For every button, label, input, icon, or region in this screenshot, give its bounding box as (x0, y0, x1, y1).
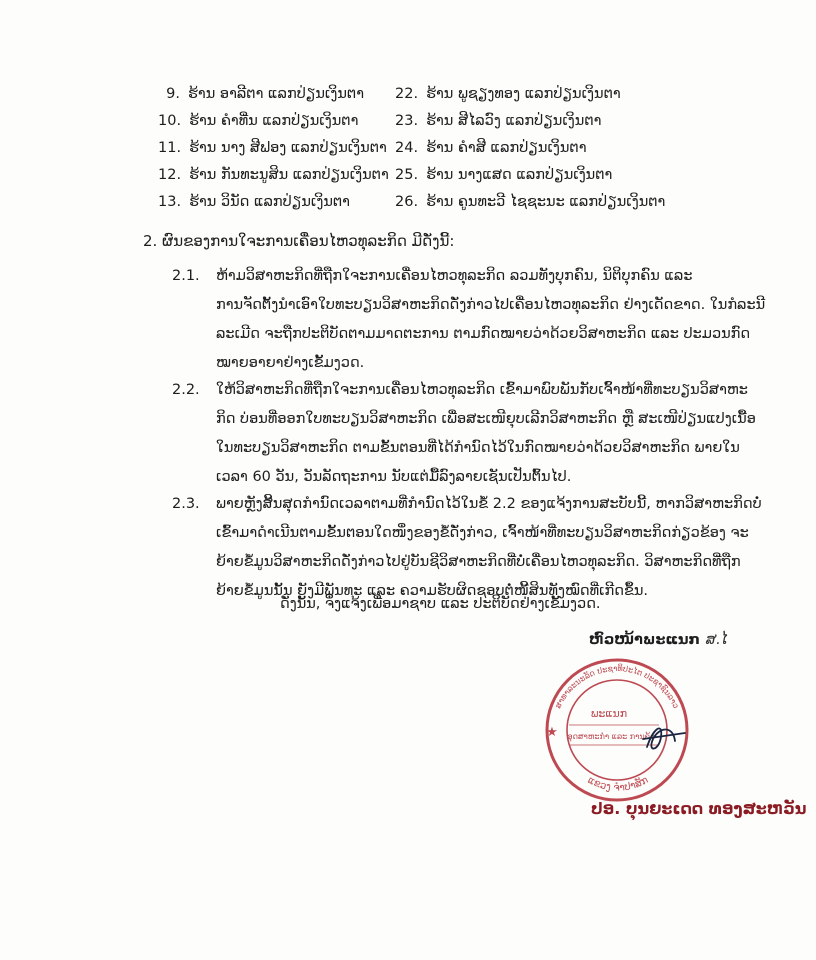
list-item (158, 111, 358, 131)
paragraph-line: ເວລາ 60 ວັນ, ວັນລັດຖະການ ນັບແຕ່ມື້ລົງລາຍເຊັນເປັນຕົ້ນໄປ. (216, 469, 572, 485)
paragraph-2-3 (172, 490, 762, 606)
paragraph-line: ພາຍຫຼັງສິ້ນສຸດກໍານົດເວລາຕາມທີ່ກໍານົດໄວ້ໃນຂໍ້ 2.2 ຂອງແຈ້ງການສະບັບນີ້, ຫາກວິສາຫະກິດບໍ່ (216, 496, 762, 512)
paragraph-2-1 (172, 262, 766, 378)
list-number: 23. (395, 113, 419, 129)
section-heading: 2. ຜົນຂອງການໃຈະການເຄື່ອນໄຫວທຸລະກິດ ມີດັ່ງນີ້: (143, 232, 455, 250)
list-number: 12. (158, 167, 182, 183)
paragraph-line: ການຈັດຕັ້ງນໍາເອົາໃບທະບຽນວິສາຫະກິດດັ່ງກ່າວໄປເຄື່ອນໄຫວທຸລະກິດ ຢ່າງເດັດຂາດ. ໃນກໍລະນີ (216, 297, 766, 313)
stamp-inner-text: ອຸດສາຫະກໍາ ແລະ ການຄ້າ (567, 732, 655, 741)
list-number: 11. (158, 140, 182, 156)
list-text: ຮ້ານ ອາລີຕາ ແລກປ່ຽນເງິນຕາ (188, 86, 365, 102)
paragraph-line: ໝາຍອາຍາຢ່າງເຂັ້ມງວດ. (216, 355, 365, 371)
stamp-title: ພະແນກ (590, 707, 628, 720)
list-number: 24. (395, 140, 419, 156)
list-text: ຮ້ານ ຄູນທະວີ ໄຊຊະນະ ແລກປ່ຽນເງິນຕາ (426, 194, 666, 210)
paragraph-2-2 (172, 376, 756, 492)
list-number: 22. (395, 86, 419, 102)
list-item (395, 192, 665, 212)
list-item (158, 84, 364, 104)
signer-name: ປອ. ບຸນຍະເດດ ທອງສະຫວັນ (591, 799, 807, 818)
official-stamp-seal (535, 655, 700, 805)
list-text: ຮ້ານ ຄໍາທີ່ນ ແລກປ່ຽນເງິນຕາ (189, 113, 359, 129)
list-number: 25. (395, 167, 419, 183)
list-number: 9. (166, 86, 180, 102)
handwritten-initial: ສ.ໄ (705, 632, 728, 648)
paragraph-line: ຫ້າມວິສາຫະກິດທີ່ຖືກໃຈະການເຄື່ອນໄຫວທຸລະກິດ ລວມທັງບຸກຄົນ, ນິຕິບຸກຄົນ ແລະ (216, 268, 693, 284)
stamp-ring-top: ສາທາລະນະລັດ ປະຊາທິປະໄຕ ປະຊາຊົນລາວ (553, 663, 681, 710)
paragraph-number: 2.2. (172, 382, 200, 398)
svg-text:ແຂວງ ຈໍາປາສັກ (586, 775, 651, 794)
list-text: ຮ້ານ ຄໍາສີ ແລກປ່ຽນເງິນຕາ (426, 140, 587, 156)
stamp-inner-ring (567, 680, 667, 780)
list-text: ຮ້ານ ວິນັດ ແລກປ່ຽນເງິນຕາ (189, 194, 350, 210)
paragraph-line: ໃນທະບຽນວິສາຫະກິດ ຕາມຂັ້ນຕອນທີ່ໄດ້ກໍານົດໄວ້ໃນກົດໝາຍວ່າດ້ວຍວິສາຫະກິດ ພາຍໃນ (216, 440, 740, 456)
list-text: ຮ້ານ ນາງ ສີຟອງ ແລກປ່ຽນເງິນຕາ (189, 140, 387, 156)
office-title (589, 632, 728, 648)
list-number: 10. (158, 113, 182, 129)
list-text: ຮ້ານ ນາງແສດ ແລກປ່ຽນເງິນຕາ (426, 167, 613, 183)
list-text: ຮ້ານ ພູຊຽງທອງ ແລກປ່ຽນເງິນຕາ (426, 86, 621, 102)
paragraph-line: ໃຫ້ວິສາຫະກິດທີ່ຖືກໃຈະການເຄື່ອນໄຫວທຸລະກິດ ເຂົ້າມາພົບພັນກັບເຈົ້າໜ້າທີ່ທະບຽນວິສາຫະ (216, 382, 748, 398)
stamp-ring-bottom: ແຂວງ ຈໍາປາສັກ (585, 774, 651, 794)
paragraph-number: 2.3. (172, 496, 200, 512)
star-icon: ★ (546, 725, 558, 740)
office-title-text: ຫົວໜ້າພະແນກ (589, 632, 700, 648)
paragraph-line: ເຂົ້າມາດໍາເນີນຕາມຂັ້ນຕອນໃດໜຶ່ງຂອງຂໍ້ດັ່ງກ່າວ, ເຈົ້າໜ້າທີ່ທະບຽນວິສາຫະກິດກ່ຽວຂ້ອງ ຈະ (216, 525, 749, 541)
list-item (158, 138, 387, 158)
paragraph-line: ລະເມີດ ຈະຖືກປະຕິບັດຕາມມາດຕະການ ຕາມກົດໝາຍວ່າດ້ວຍວິສາຫະກິດ ແລະ ປະມວນກົດ (216, 326, 751, 342)
svg-text:ສາທາລະນະລັດ ປະຊາທິປະໄຕ ປະຊາຊົນ (553, 663, 680, 710)
paragraph-line: ຍ້າຍຂໍ້ມູນນັ້ນ ຍັງມີພັນທະ ແລະ ຄວາມຮັບຜິດຊອບຕໍ່ໜີ້ສິນທັງໝົດທີ່ເກີດຂຶ້ນ. (216, 583, 649, 599)
list-item (395, 84, 621, 104)
list-text: ຮ້ານ ກັນທະນູສິນ ແລກປ່ຽນເງິນຕາ (189, 167, 389, 183)
paragraph-line: ກິດ ບ່ອນທີ່ອອກໃບທະບຽນວິສາຫະກິດ ເພື່ອສະເໜີຍຸບເລີກວິສາຫະກິດ ຫຼື ສະເໜີປ່ຽນແປງເນື້ອ (216, 411, 756, 427)
list-number: 26. (395, 194, 419, 210)
paragraph-line: ຍ້າຍຂໍ້ມູນວິສາຫະກິດດັ່ງກ່າວໄປຢູ່ບັນຊີວິສາຫະກິດທີ່ບໍ່ເຄື່ອນໄຫວທຸລະກິດ. ວິສາຫະກິດທີ່ຖືກ (216, 554, 741, 570)
closing-statement: ດັ່ງນັ້ນ, ຈຶ່ງແຈ້ງເພື່ອມາຊາບ ແລະ ປະຕິບັດຢ່າງເຂັ້ມງວດ. (280, 596, 601, 612)
list-item (395, 138, 587, 158)
list-item (158, 165, 389, 185)
list-item (395, 111, 601, 131)
list-item (395, 165, 612, 185)
list-number: 13. (158, 194, 182, 210)
list-text: ຮ້ານ ສີໄລວົງ ແລກປ່ຽນເງິນຕາ (426, 113, 602, 129)
paragraph-number: 2.1. (172, 268, 200, 284)
list-item (158, 192, 350, 212)
